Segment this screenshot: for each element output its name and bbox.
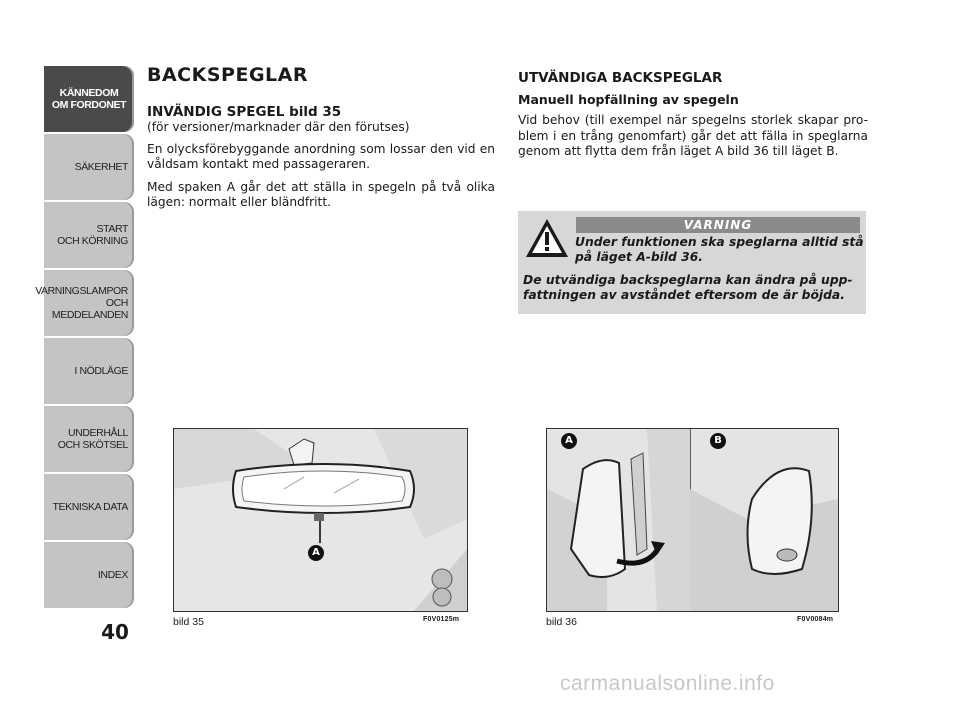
tab-nodlage[interactable] xyxy=(44,338,134,404)
tab-label: INDEX xyxy=(97,569,128,581)
left-column xyxy=(147,64,495,218)
tab-label: OM FORDONET xyxy=(51,99,127,111)
figure-code: F0V0084m xyxy=(797,616,834,623)
figure-caption: bild 36 xyxy=(546,616,577,628)
paragraph: Med spaken A går det att ställa in spegeln på två olika lägen: normalt eller bländfritt. xyxy=(147,179,495,209)
interior-mirror-illustration xyxy=(174,429,467,611)
version-note: (för versioner/marknader där den förutses) xyxy=(147,120,410,134)
tab-varningslampor[interactable] xyxy=(35,270,134,336)
warning-text: De utvändiga backspeglarna kan ändra på upp-fattningen av avståndet eftersom de är böjda. xyxy=(523,273,853,302)
subsection-figure-ref: bild 35 xyxy=(289,104,342,120)
tab-kannedom[interactable] xyxy=(44,66,134,132)
callout-a: A xyxy=(561,433,577,449)
tab-underhall[interactable] xyxy=(44,406,134,472)
warning-box xyxy=(518,211,866,314)
warning-text: Under funktionen ska speglarna alltid stå på läget A-bild 36. xyxy=(575,235,864,264)
subsection-title xyxy=(147,104,495,120)
callout-b: B xyxy=(710,433,726,449)
paragraph: Vid behov (till exempel när spegelns storlek skapar pro-blem i en trång genomfart) går det att fälla in speglarna genom att flytta dem från läget A bild 36 till läget B. xyxy=(518,113,868,158)
tab-label: I NÖDLÄGE xyxy=(74,365,128,377)
subsection-name: INVÄNDIG SPEGEL xyxy=(147,104,285,120)
tab-label: VARNINGSLAMPOR xyxy=(35,285,128,297)
warning-triangle-icon xyxy=(524,217,570,259)
tab-label: SÄKERHET xyxy=(74,161,128,173)
watermark: carmanualsonline.info xyxy=(560,672,775,695)
tab-label: MEDDELANDEN xyxy=(51,309,128,321)
tab-label: OCH SKÖTSEL xyxy=(57,439,128,451)
exterior-mirror-illustration xyxy=(547,429,838,611)
figure-36 xyxy=(546,428,839,612)
tab-label: TEKNISKA DATA xyxy=(52,501,128,513)
paragraph: En olycksförebyggande anordning som lossar den vid en våldsam kontakt med passageraren. xyxy=(147,141,495,171)
subsection-title: Manuell hopfällning av spegeln xyxy=(518,92,739,107)
figure-code: F0V0125m xyxy=(423,616,460,623)
figure-caption: bild 35 xyxy=(173,616,204,628)
tab-start[interactable] xyxy=(44,202,134,268)
section-title: BACKSPEGLAR xyxy=(147,64,308,86)
right-column xyxy=(518,70,868,167)
tab-label: UNDERHÅLL xyxy=(68,427,128,439)
tab-tekniska-data[interactable] xyxy=(44,474,134,540)
callout-a: A xyxy=(308,545,324,561)
page-number: 40 xyxy=(101,620,129,644)
tab-label: KÄNNEDOM xyxy=(59,87,119,99)
tab-index[interactable] xyxy=(44,542,134,608)
tab-sakerhet[interactable] xyxy=(44,134,134,200)
tab-label: START xyxy=(96,223,128,235)
figure-35 xyxy=(173,428,468,612)
tab-label: OCH xyxy=(105,297,128,309)
tab-label: OCH KÖRNING xyxy=(57,235,128,247)
section-title: UTVÄNDIGA BACKSPEGLAR xyxy=(518,70,723,86)
warning-label: VARNING xyxy=(576,217,860,233)
chapter-tabs xyxy=(35,66,134,610)
